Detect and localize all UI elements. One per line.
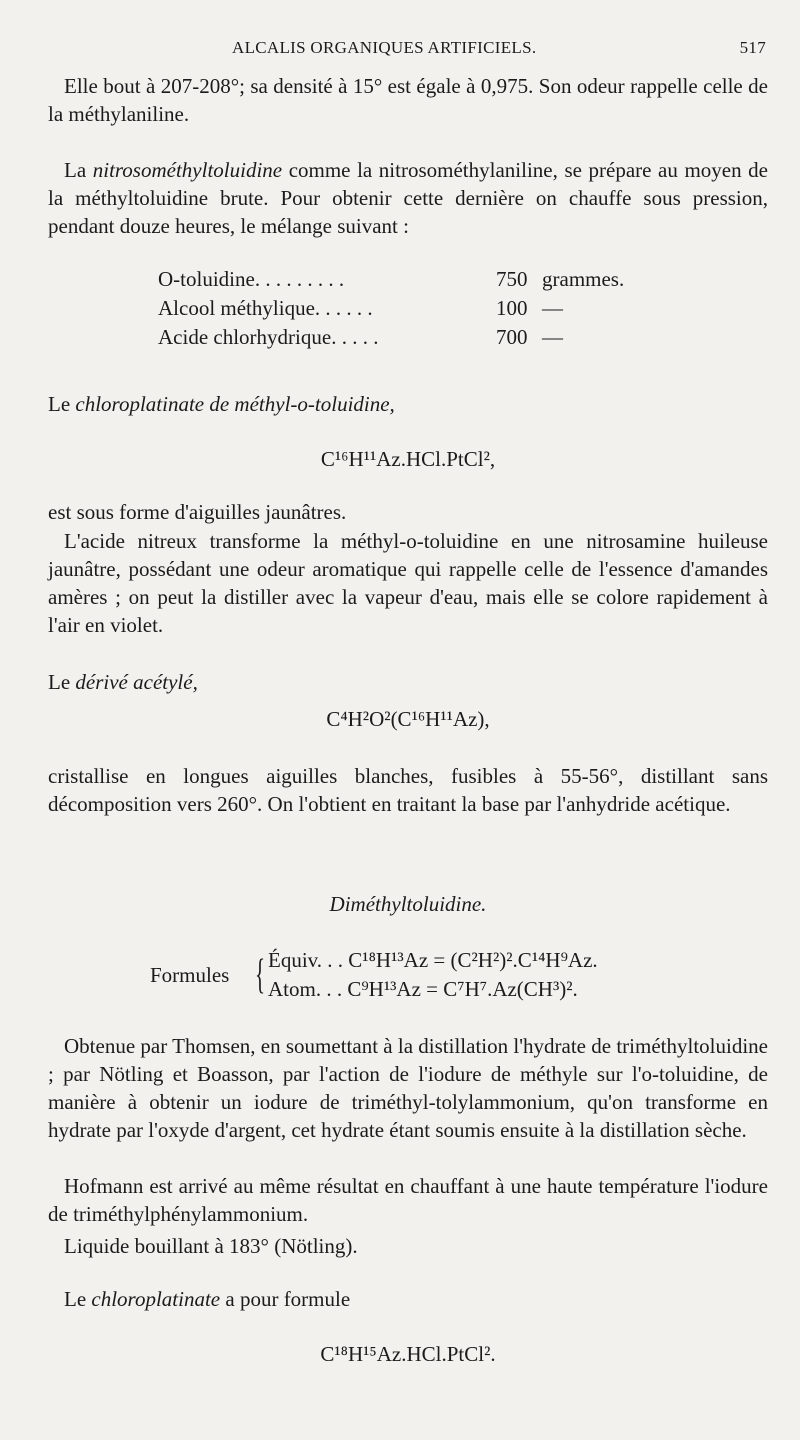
mixture-unit: — (542, 325, 563, 349)
paragraph-chloroplatinate-heading (48, 390, 768, 418)
formules-block (150, 946, 710, 1006)
paragraph-lead: Le (64, 1287, 92, 1311)
term-nitrosomethyltoluidine: nitrosométhyltoluidine (92, 158, 283, 182)
section-title: Diméthyltoluidine. (329, 892, 487, 916)
paragraph-obtenue: Obtenue par Thomsen, en soumettant à la distillation l'hydrate de triméthyltoluidine ; par Nötling et Boasson, par l'action de l'iodure de méthyle sur l'o-toluidine, de manière à obtenir un iodure de triméthyl-tolylammonium, qu'on transforme en hydrate par l'oxyde d'argent, cet hydrate étant soumis ensuite à la distillation sèche. (48, 1034, 768, 1142)
formula-chloroplatinate-dimethyl: C¹⁸H¹⁵Az.HCl.PtCl². (320, 1342, 496, 1366)
paragraph-aiguilles: est sous forme d'aiguilles jaunâtres. (48, 500, 347, 524)
mixture-unit: grammes. (542, 267, 625, 291)
formules-label: Formules (150, 963, 230, 987)
formula-chloroplatinate: C¹⁶H¹¹Az.HCl.PtCl², (320, 447, 496, 471)
formula-derive-acetyle: C⁴H²O²(C¹⁶H¹¹Az), (326, 707, 490, 731)
paragraph-derive-acetyle-heading (48, 668, 768, 696)
mixture-name: O-toluidine. . . . . . . . . (158, 267, 345, 291)
paragraph-hofmann: Hofmann est arrivé au même résultat en chauffant à une haute température l'iodure de triméthylphénylammonium. (48, 1174, 768, 1226)
mixture-quantity: 100 (496, 296, 528, 320)
mixture-row (158, 294, 678, 323)
page-header (0, 38, 800, 62)
paragraph-text: a pour formule (220, 1287, 351, 1311)
paragraph-cristallise: cristallise en longues aiguilles blanches, fusibles à 55-56°, distillant sans décomposition vers 260°. On l'obtient en traitant la base par l'anhydride acétique. (48, 764, 768, 816)
paragraph-text: comme la nitrosométhylaniline, se prépare au moyen de la méthyltoluidine brute. Pour obtenir cette dernière on chauffe sous pression, pendant douze heures, le mélange suivant : (48, 158, 768, 238)
mixture-name: Acide chlorhydrique. . . . . (158, 325, 379, 349)
mixture-row (158, 265, 678, 294)
running-title: ALCALIS ORGANIQUES ARTIFICIELS. (232, 38, 537, 57)
page-number: 517 (739, 38, 766, 57)
paragraph-lead: Le (48, 392, 76, 416)
term-chloroplatinate: chloroplatinate (91, 1287, 221, 1311)
paragraph-acide-nitreux: L'acide nitreux transforme la méthyl-o-toluidine en une nitrosamine huileuse jaunâtre, possédant une odeur aromatique qui rappelle celle de l'essence d'amandes amères ; on peut la distiller avec la vapeur d'eau, mais elle se colore rapidement à l'air en violet. (48, 529, 768, 637)
mixture-quantity: 700 (496, 325, 528, 349)
brace-icon: { (255, 952, 266, 998)
mixture-quantity: 750 (496, 267, 528, 291)
term-derive-acetyle: dérivé acétylé, (75, 670, 198, 694)
term-chloroplatinate-methyl-toluidine: chloroplatinate de méthyl-o-toluidine, (75, 392, 395, 416)
mixture-unit: — (542, 296, 563, 320)
paragraph-liquide: Liquide bouillant à 183° (Nötling). (64, 1234, 358, 1258)
mixture-row (158, 323, 678, 352)
paragraph-lead: La (64, 158, 93, 182)
mixture-name: Alcool méthylique. . . . . . (158, 296, 373, 320)
paragraph-nitrosomethyltoluidine (48, 156, 768, 240)
paragraph-chloroplatinate-formule (48, 1285, 768, 1313)
mixture-table (158, 265, 678, 352)
paragraph-lead: Le (48, 670, 76, 694)
paragraph-boiling-point: Elle bout à 207-208°; sa densité à 15° est égale à 0,975. Son odeur rappelle celle de la méthylaniline. (48, 74, 768, 126)
formula-atom: Atom. . . C⁹H¹³Az = C⁷H⁷.Az(CH³)². (268, 977, 578, 1001)
formula-equiv: Équiv. . . C¹⁸H¹³Az = (C²H²)².C¹⁴H⁹Az. (268, 948, 598, 972)
